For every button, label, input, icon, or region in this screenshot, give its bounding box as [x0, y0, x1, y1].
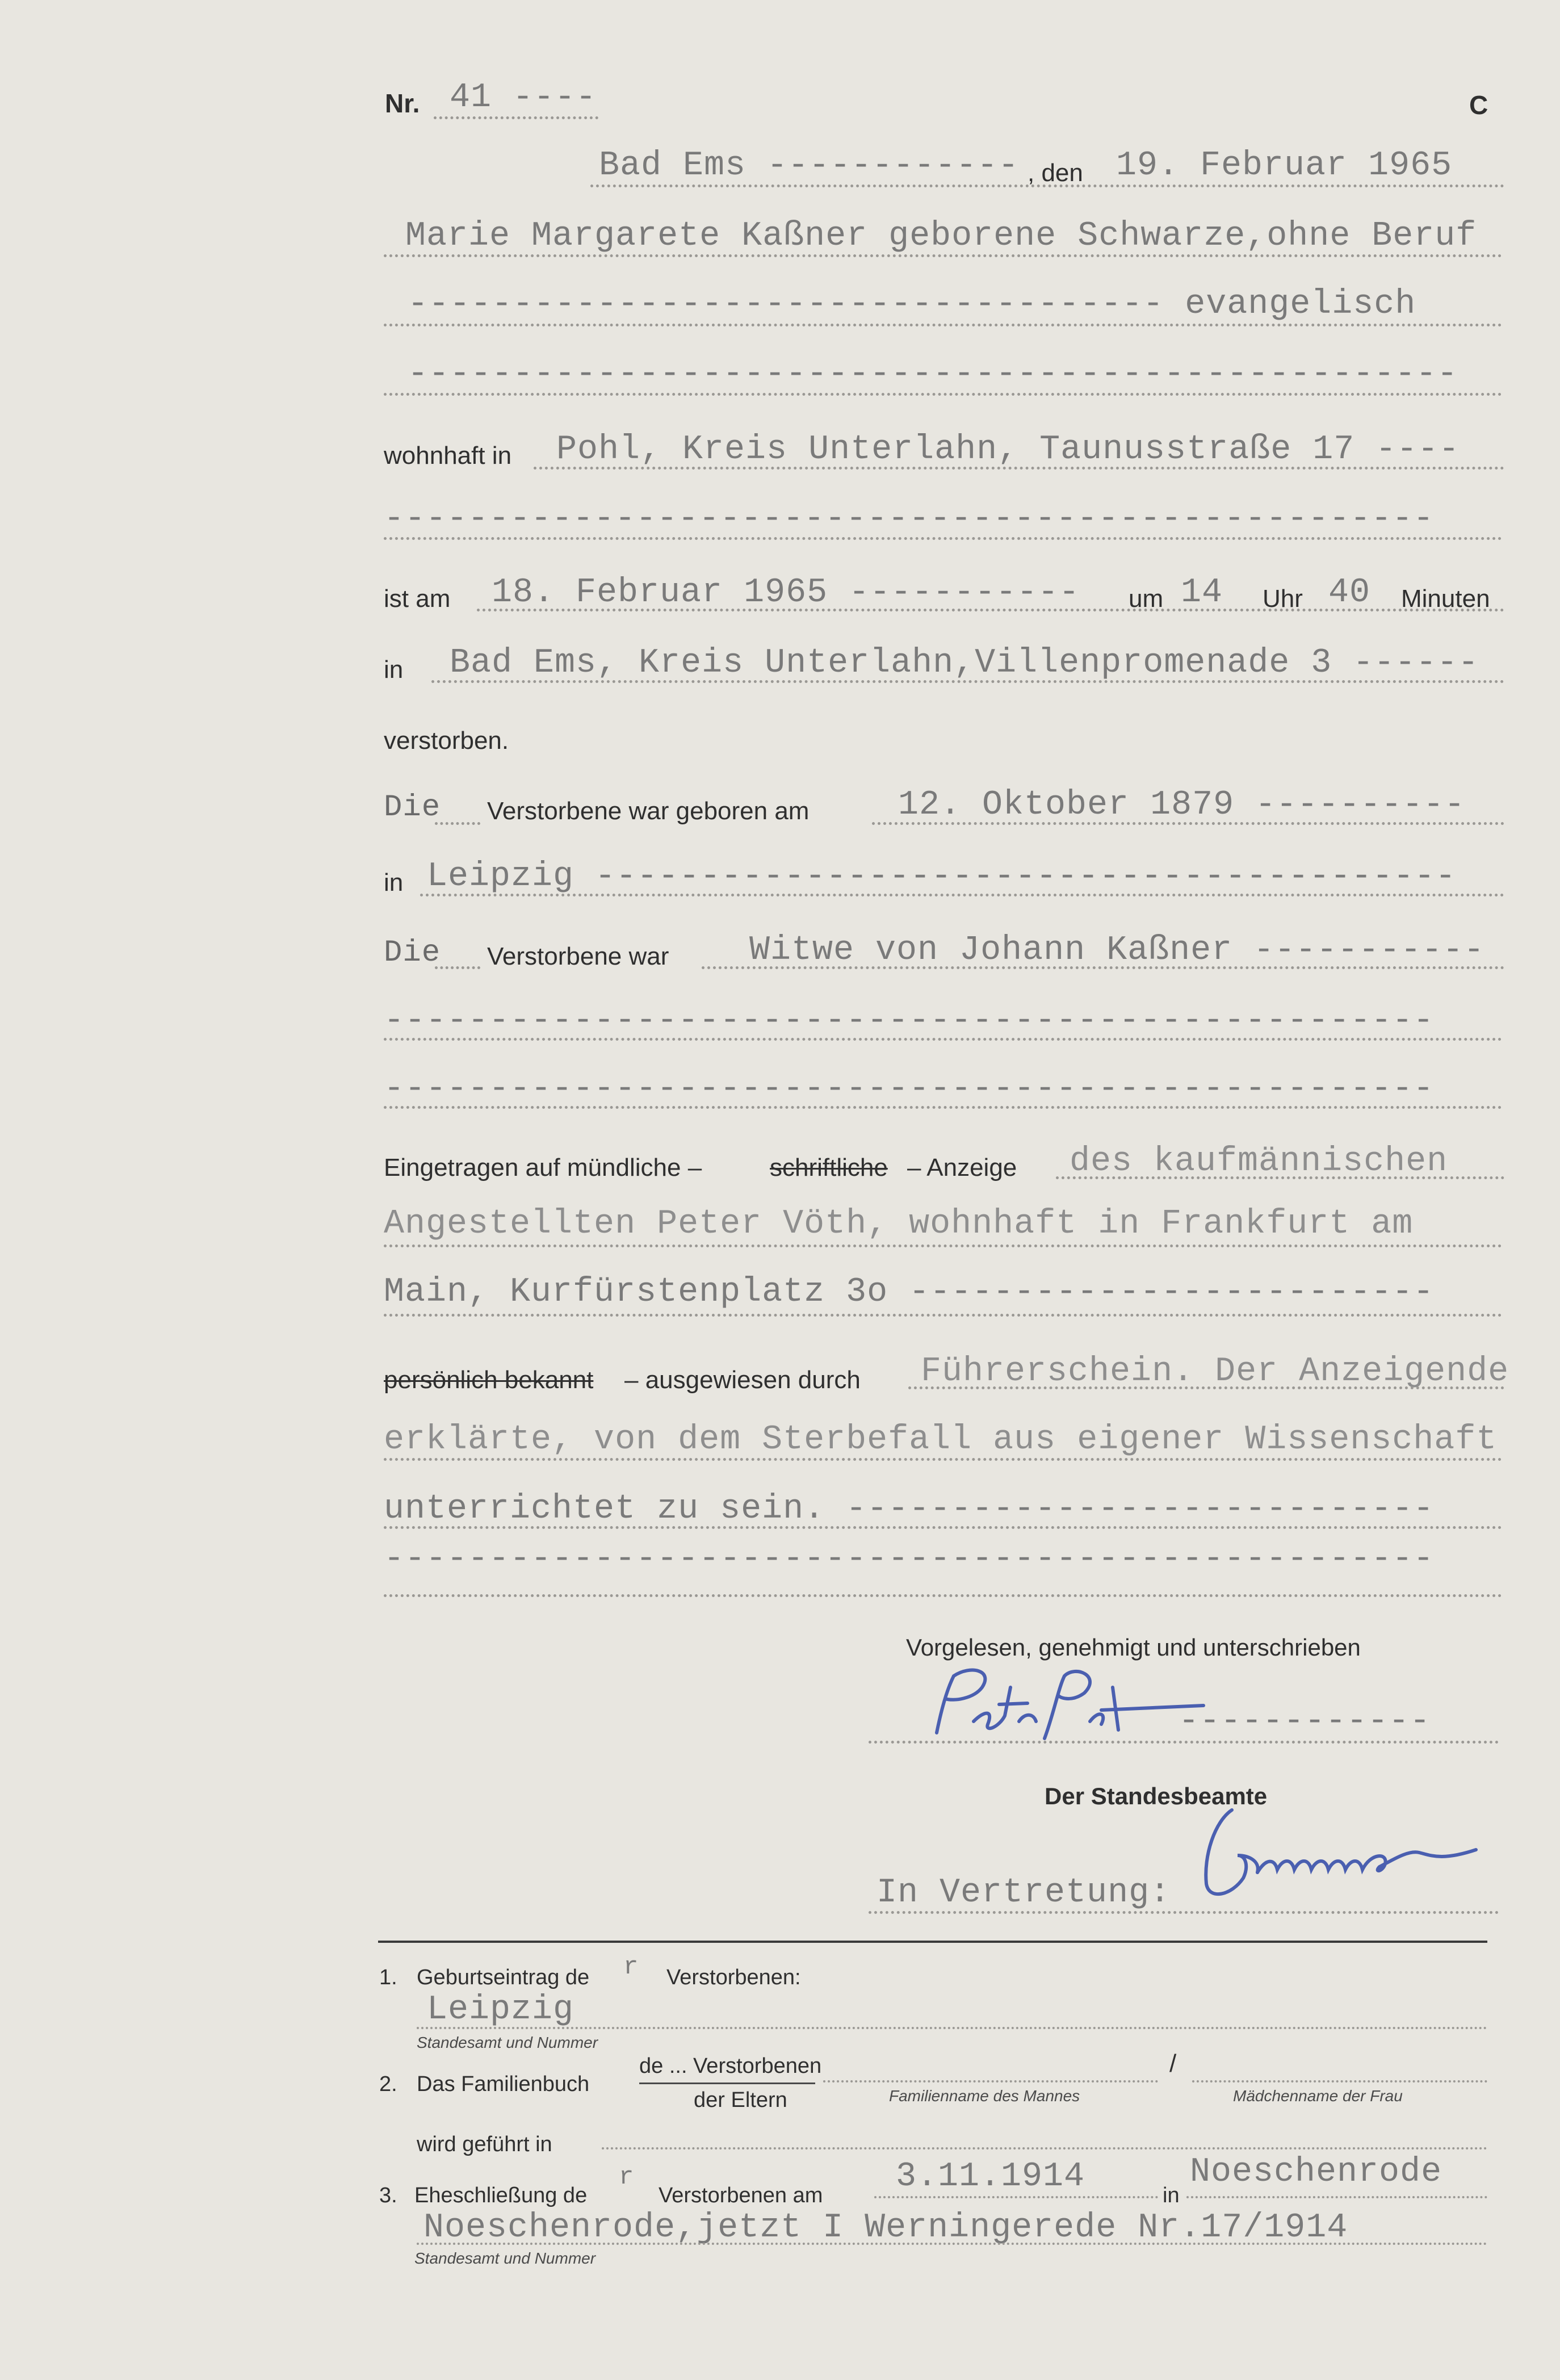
corner-letter: C	[1469, 90, 1488, 120]
registrar-signature-line	[869, 1911, 1499, 1914]
verstorben-label: verstorben.	[384, 727, 509, 755]
death-hour: 14	[1181, 573, 1223, 612]
birth-place: Leipzig -----------------------------------------	[427, 857, 1457, 896]
notice-line-2	[384, 1245, 1502, 1247]
identification-value-2: erklärte, von dem Sterbefall aus eigener Wissenschaft	[384, 1421, 1498, 1459]
marital-value-line	[702, 966, 1504, 969]
deceased-line-1	[384, 254, 1502, 257]
identification-line-4	[384, 1594, 1502, 1597]
footer-item2-line	[602, 2147, 1487, 2149]
footer-separator	[378, 1941, 1487, 1943]
birth-label: Verstorbene war geboren am	[487, 797, 810, 825]
footer-item2-caption-husband: Familienname des Mannes	[889, 2087, 1080, 2105]
residence-filler: --------------------------------------------------	[384, 500, 1435, 538]
marital-line-2	[384, 1038, 1502, 1041]
place-date-dotted-line	[590, 185, 1504, 187]
deputy-label: In Vertretung:	[877, 1874, 1171, 1912]
footer-item2-wife-line	[1192, 2080, 1487, 2082]
footer-item2-caption-wife: Mädchenname der Frau	[1233, 2087, 1403, 2105]
death-date-line	[477, 609, 1504, 611]
footer-item2-fraction-bar	[639, 2082, 815, 2084]
notice-line-3	[384, 1314, 1502, 1317]
identification-value-3: unterrichtet zu sein. ----------------------------	[384, 1490, 1435, 1528]
birth-date: 12. Oktober 1879 ----------	[898, 786, 1466, 824]
death-date: 18. Februar 1965 -----------	[492, 573, 1080, 612]
footer-item2-label2: wird geführt in	[417, 2132, 552, 2156]
birth-article-line	[435, 822, 480, 825]
footer-item2-label: Das Familienbuch	[417, 2072, 590, 2096]
footer-item3-label: Eheschließung de	[414, 2184, 588, 2207]
notice-value-1: des kaufmännischen	[1070, 1142, 1448, 1181]
notice-label-struck: schriftliche	[770, 1154, 888, 1181]
notice-label-suffix: – Anzeige	[907, 1154, 1017, 1181]
footer-item1-line	[417, 2027, 1487, 2029]
informant-signature-line	[869, 1741, 1499, 1744]
registrar-label: Der Standesbeamte	[1045, 1783, 1268, 1809]
minuten-label: Minuten	[1401, 585, 1490, 613]
marital-article-line	[435, 966, 480, 969]
deceased-line-2	[384, 324, 1502, 326]
ist-am-label: ist am	[384, 585, 451, 613]
identification-label-suffix: – ausgewiesen durch	[624, 1366, 861, 1394]
marital-label: Verstorbene war	[487, 942, 669, 970]
nr-dotted-line	[434, 116, 598, 119]
footer-item3-date-line	[874, 2196, 1158, 2198]
place-value: Bad Ems ------------	[599, 146, 1020, 185]
death-place-line	[431, 680, 1504, 683]
notice-label-prefix: Eingetragen auf mündliche –	[384, 1154, 702, 1181]
registrar-signature	[1192, 1799, 1493, 1912]
footer-item3-num: 3.	[379, 2184, 397, 2207]
notice-line-1	[1056, 1176, 1504, 1179]
footer-item3-value: Noeschenrode,jetzt I Werningerede Nr.17/1914	[423, 2209, 1348, 2247]
identification-value-1: Führerschein. Der Anzeigende	[921, 1352, 1509, 1391]
death-place: Bad Ems, Kreis Unterlahn,Villenpromenade 3 ------	[450, 644, 1479, 682]
residence-line-2	[384, 537, 1502, 540]
marital-article: Die	[384, 936, 441, 970]
residence-line-1	[534, 467, 1504, 470]
footer-item3-label2: Verstorbenen am	[659, 2184, 823, 2207]
identification-value-4: --------------------------------------------------	[384, 1540, 1435, 1578]
notice-value-2: Angestellten Peter Vöth, wohnhaft in Frankfurt am	[384, 1205, 1414, 1243]
footer-item3-date: 3.11.1914	[896, 2157, 1085, 2196]
deceased-name: Marie Margarete Kaßner geborene Schwarze,ohne Beruf	[405, 217, 1477, 255]
birth-place-line	[420, 894, 1504, 896]
footer-item3-place-line	[1186, 2196, 1487, 2198]
marital-filler-1: --------------------------------------------------	[384, 1002, 1435, 1040]
read-approved-label: Vorgelesen, genehmigt und unterschrieben	[906, 1634, 1361, 1661]
footer-item1-caption: Standesamt und Nummer	[417, 2034, 598, 2051]
footer-item3-line	[417, 2243, 1487, 2245]
den-label: , den	[1028, 159, 1083, 187]
footer-item1-label: Geburtseintrag de	[417, 1966, 590, 1989]
marital-line-3	[384, 1106, 1502, 1109]
footer-item3-suffix: r	[619, 2163, 635, 2192]
birth-in-label: in	[384, 869, 404, 896]
birth-date-line	[872, 822, 1504, 825]
death-minutes: 40	[1328, 573, 1371, 612]
footer-item1-label2: Verstorbenen:	[666, 1966, 801, 1989]
date-value: 19. Februar 1965	[1116, 146, 1453, 185]
footer-item3-in-label: in	[1163, 2184, 1180, 2207]
footer-item2-husband-line	[823, 2080, 1158, 2082]
birth-article: Die	[384, 790, 441, 825]
informant-dashes: ------------	[1179, 1702, 1431, 1741]
deceased-line-3	[384, 393, 1502, 396]
identification-label-struck: persönlich bekannt	[384, 1366, 594, 1394]
residence-value: Pohl, Kreis Unterlahn, Taunusstraße 17 ----	[556, 430, 1460, 469]
identification-line-2	[384, 1458, 1502, 1461]
footer-item1-value: Leipzig	[427, 1991, 574, 2029]
footer-item2-num: 2.	[379, 2072, 397, 2096]
death-in-label: in	[384, 656, 404, 684]
footer-item2-option2: der Eltern	[694, 2088, 787, 2112]
marital-value: Witwe von Johann Kaßner -----------	[749, 931, 1485, 970]
footer-item1-num: 1.	[379, 1966, 397, 1989]
informant-signature	[920, 1653, 1215, 1761]
marital-filler-2: --------------------------------------------------	[384, 1070, 1435, 1108]
footer-item3-caption: Standesamt und Nummer	[414, 2249, 596, 2267]
deceased-filler: --------------------------------------------------	[408, 355, 1458, 393]
nr-value: 41 ----	[450, 78, 597, 117]
uhr-label: Uhr	[1263, 585, 1303, 613]
footer-item2-option1: de ... Verstorbenen	[639, 2054, 822, 2078]
deceased-religion: ------------------------------------ evangelisch	[408, 285, 1416, 324]
footer-item1-suffix: r	[623, 1953, 639, 1981]
residence-label: wohnhaft in	[384, 442, 512, 470]
footer-item2-slash: /	[1169, 2050, 1177, 2077]
identification-line-3	[384, 1526, 1502, 1529]
notice-value-3: Main, Kurfürstenplatz 3o -------------------------	[384, 1273, 1435, 1311]
identification-line-1	[908, 1386, 1504, 1389]
nr-label: Nr.	[385, 89, 420, 118]
footer-item3-place: Noeschenrode	[1190, 2153, 1442, 2192]
um-label: um	[1129, 585, 1164, 613]
